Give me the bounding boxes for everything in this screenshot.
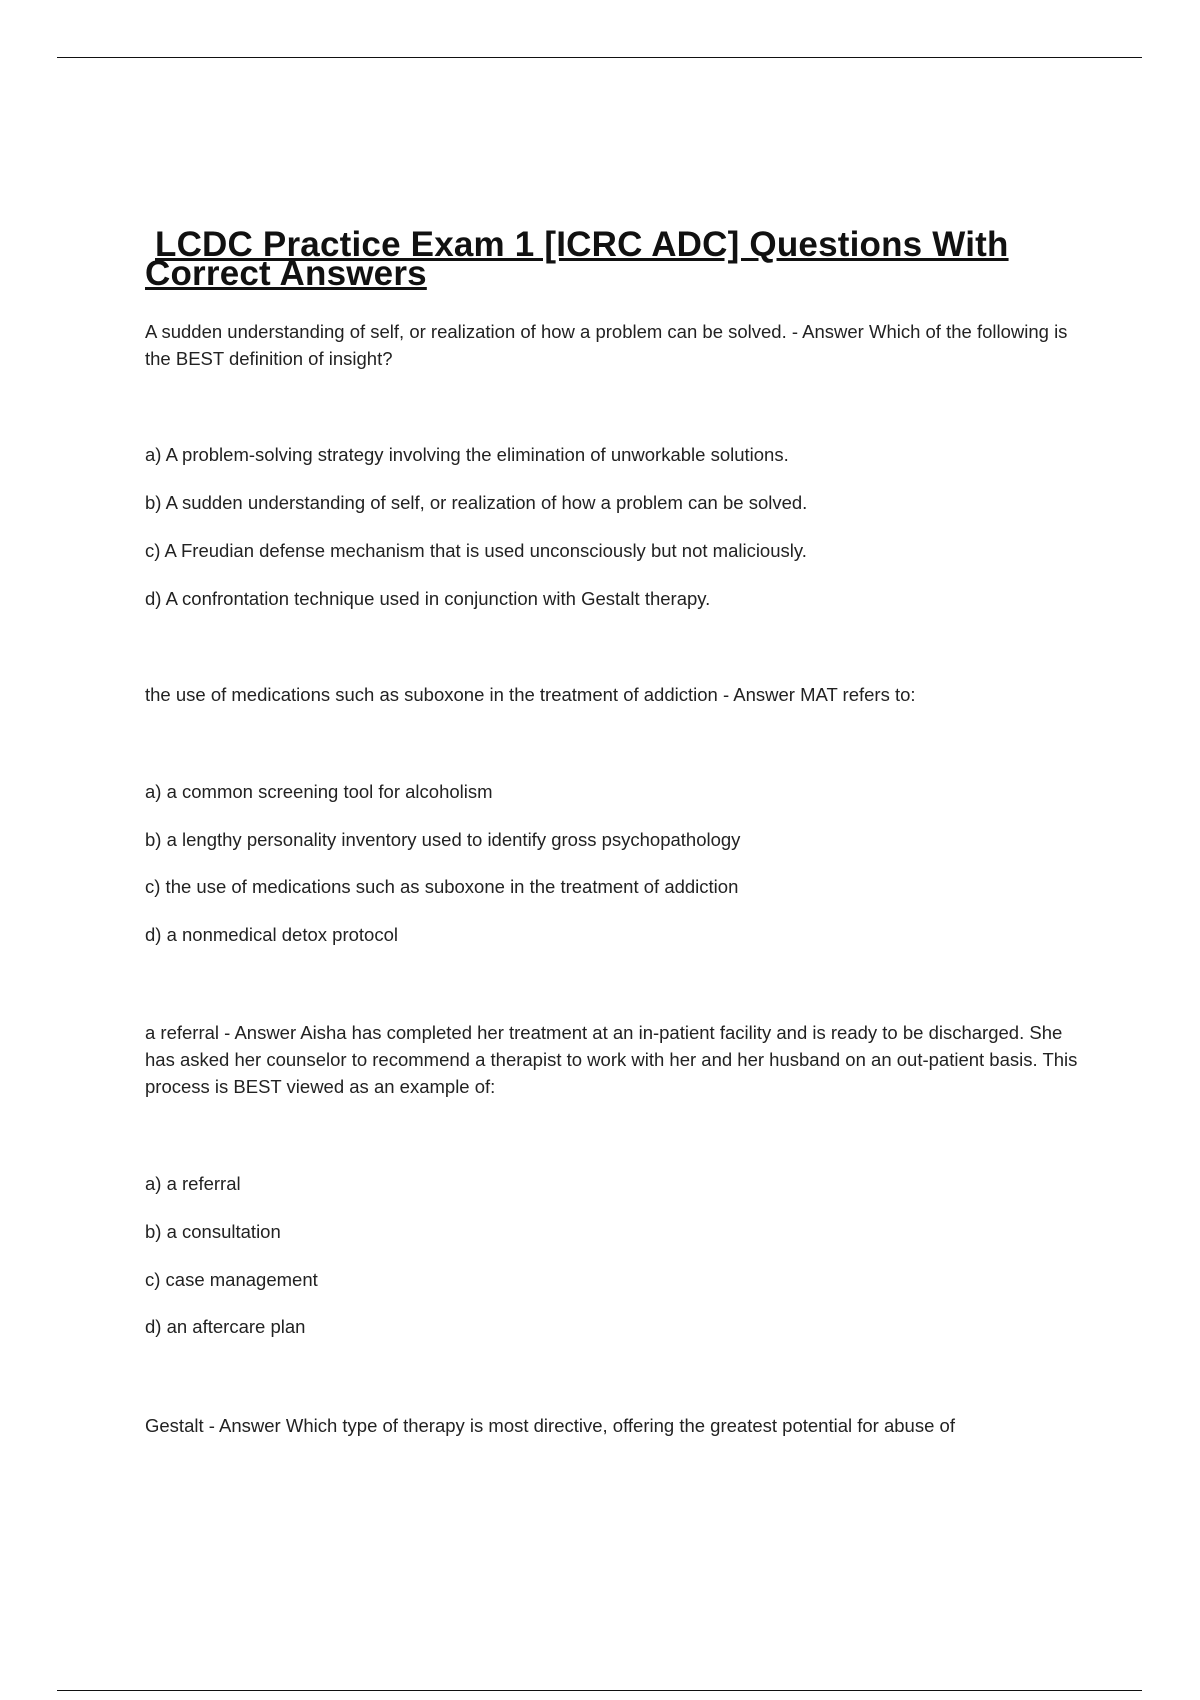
question-2-option-c: c) the use of medications such as suboxone in the treatment of addiction [145,876,739,897]
question-1-option-d: d) A confrontation technique used in conjunction with Gestalt therapy. [145,588,711,609]
question-3-option-c: c) case management [145,1269,318,1290]
question-2-option-d: d) a nonmedical detox protocol [145,924,398,945]
question-3-option-b: b) a consultation [145,1221,281,1242]
question-1-option-b: b) A sudden understanding of self, or realization of how a problem can be solved. [145,492,808,513]
title-line-1: LCDC Practice Exam 1 [ICRC ADC] Questions With [155,225,1009,264]
question-1-prompt: A sudden understanding of self, or realization of how a problem can be solved. - Answer Which of the following is the BEST definition of insight? [145,321,1068,369]
question-3-option-a: a) a referral [145,1173,241,1194]
question-4-prompt: Gestalt - Answer Which type of therapy is most directive, offering the greatest potential for abuse of [145,1415,955,1436]
question-3-prompt: a referral - Answer Aisha has completed her treatment at an in-patient facility and is ready to be discharged. She has asked her counselor to recommend a therapist to work with her and her husband on an out-patient basis. This process is BEST viewed as an example of: [145,1022,1078,1097]
footer-rule [57,1690,1142,1691]
title-line-2: Correct Answers [145,254,427,293]
question-1-option-c: c) A Freudian defense mechanism that is used unconsciously but not maliciously. [145,540,807,561]
question-1-option-a: a) A problem-solving strategy involving the elimination of unworkable solutions. [145,444,789,465]
question-2-prompt: the use of medications such as suboxone in the treatment of addiction - Answer MAT refers to: [145,684,916,705]
question-2-option-a: a) a common screening tool for alcoholism [145,781,493,802]
question-2-option-b: b) a lengthy personality inventory used to identify gross psychopathology [145,829,741,850]
question-3-option-d: d) an aftercare plan [145,1316,306,1337]
document-title [145,225,1105,293]
header-rule [57,57,1142,58]
